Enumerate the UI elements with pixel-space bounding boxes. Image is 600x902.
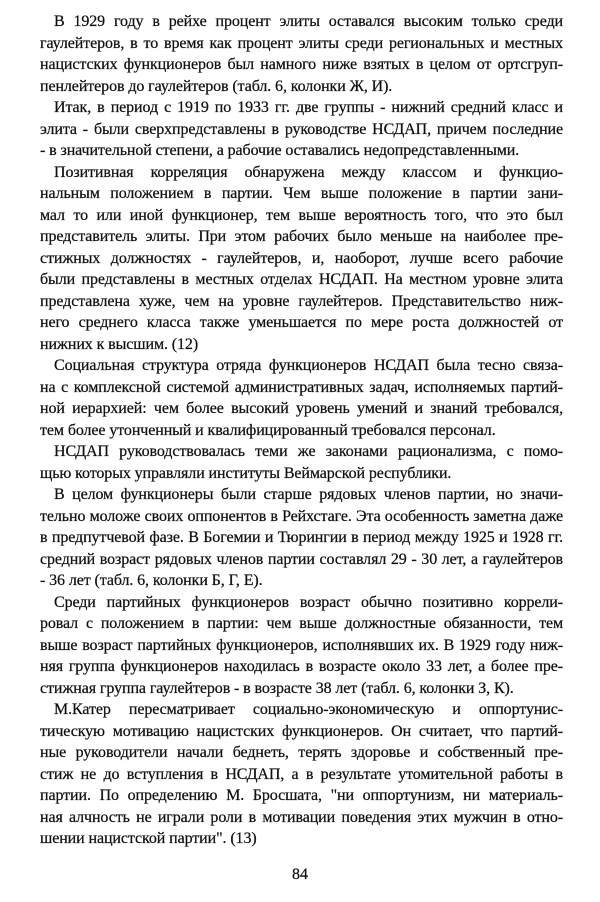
paragraph xyxy=(40,699,563,850)
text-line: ной иерархией: чем более высокий уровень умений и знаний требовался, xyxy=(40,400,563,417)
paragraph xyxy=(40,441,563,484)
paragraph xyxy=(40,97,563,162)
text-line: нальным положением в партии. Чем выше положение в партии зани- xyxy=(40,185,563,202)
text-line: партии. По определению М. Бросшата, "ни оппортунизм, ни материаль- xyxy=(40,787,563,804)
paragraph xyxy=(40,11,563,97)
text-line: представлена хуже, чем на уровне гаулейтеров. Представительство ниж- xyxy=(40,292,563,310)
text-line: тическую мотивацию нацистских функционеров. Он считает, что партий- xyxy=(40,722,563,740)
text-line: в предпутчевой фазе. В Богемии и Тюрингии в период между 1925 и 1928 гг. xyxy=(40,529,563,546)
text-line: представитель элиты. При этом рабочих было меньше на наиболее пре- xyxy=(40,228,563,245)
page-number: 84 xyxy=(292,866,308,883)
paragraph xyxy=(40,355,563,441)
text-line: ровал с положением в партии: чем выше должностные обязанности, тем xyxy=(40,615,563,632)
text-line: нижних к высшим. (12) xyxy=(40,335,199,353)
text-line: нацистских функционеров был намного ниже взятых в целом от ортсгруп- xyxy=(40,56,563,73)
text-line: пенлейтеров до гаулейтеров (табл. 6, колонки Ж, И). xyxy=(40,77,393,95)
text-line: тельно моложе своих оппонентов в Рейхстаге. Эта особенность заметна даже xyxy=(40,507,563,525)
text-line: него среднего класса также уменьшается по мере роста должностей от xyxy=(40,314,563,331)
text-line: В целом функционеры были старше рядовых членов партии, но значи- xyxy=(54,486,563,503)
paragraph xyxy=(40,592,563,700)
text-line: щью которых управляли институты Веймарской республики. xyxy=(40,464,452,482)
text-line: тем более утонченный и квалифицированный требовался персонал. xyxy=(40,421,496,439)
text-line: элита - были сверхпредставлены в руководстве НСДАП, причем последние xyxy=(40,120,563,138)
text-line: стижная группа гаулейтеров - в возрасте 38 лет (табл. 6, колонки З, К). xyxy=(40,679,514,697)
text-line: стиж не до вступления в НСДАП, а в результате утомительной работы в xyxy=(40,765,563,783)
text-line: выше возраст партийных функционеров, исполнявших их. В 1929 году ниж- xyxy=(40,636,563,654)
paragraph xyxy=(40,162,563,356)
text-line: ная алчность не играли роли в мотивации поведения этих мужчин в отно- xyxy=(40,808,563,826)
text-line: - в значительной степени, а рабочие оставались недопредставленными. xyxy=(40,142,520,159)
text-line: средний возраст рядовых членов партии составлял 29 - 30 лет, а гаулейтеров xyxy=(40,550,563,568)
text-line: - 36 лет (табл. 6, колонки Б, Г, Е). xyxy=(40,572,263,589)
page-body xyxy=(40,11,563,850)
text-line: няя группа функционеров находилась в возрасте около 33 лет, а более пре- xyxy=(40,658,563,675)
text-line: Социальная структура отряда функционеров НСДАП была тесно связа- xyxy=(54,357,563,374)
text-line: были представлены в местных отделах НСДАП. На местном уровне элита xyxy=(40,271,563,288)
paragraph xyxy=(40,484,563,592)
text-line: гаулейтеров, в то время как процент элиты среди региональных и местных xyxy=(40,34,563,52)
text-line: шении нацистской партии". (13) xyxy=(40,830,257,847)
text-line: В 1929 году в рейхе процент элиты оставался высоким только среди xyxy=(54,13,563,30)
text-line: Позитивная корреляция обнаружена между классом и функцио- xyxy=(54,163,563,181)
text-line: НСДАП руководствовалась теми же законами рационализма, с помо- xyxy=(54,443,563,460)
text-line: на с комплексной системой административных задач, исполняемых партий- xyxy=(40,378,563,396)
text-line: стижных должностях - гаулейтеров, и, наоборот, лучше всего рабочие xyxy=(40,249,563,267)
text-line: Среди партийных функционеров возраст обычно позитивно коррели- xyxy=(54,593,563,611)
text-line: мал то или иной функционер, тем выше вероятность того, что это был xyxy=(40,206,563,224)
text-line: ные руководители начали беднеть, терять здоровье и собственный пре- xyxy=(40,744,563,761)
text-line: М.Катер пересматривает социально-экономическую и оппортунис- xyxy=(54,701,563,718)
text-line: Итак, в период с 1919 по 1933 гг. две группы - нижний средний класс и xyxy=(54,99,563,116)
